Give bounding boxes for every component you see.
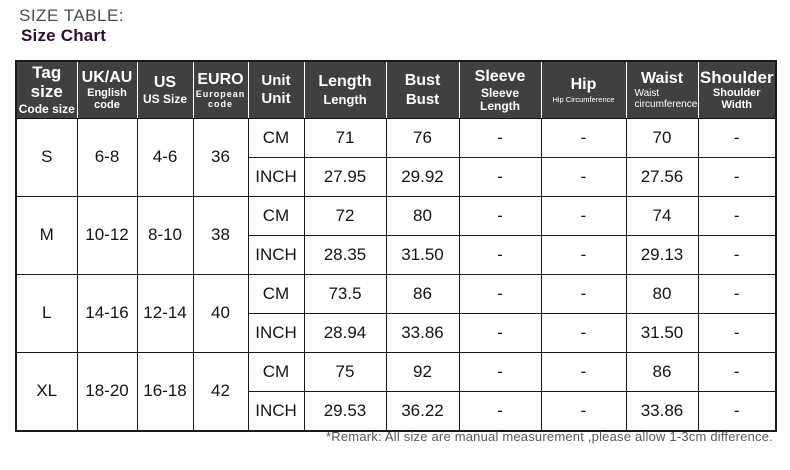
euro-code-cell: 40	[193, 274, 248, 352]
header-hip	[541, 61, 626, 118]
header-sub-label: Sleeve Length	[480, 86, 520, 113]
header-sub-label: Code size	[18, 102, 75, 117]
size-row-l-cm	[16, 274, 776, 313]
bust-value: 29.92	[386, 157, 459, 196]
measurement-remark: *Remark: All size are manual measurement ,please allow 1-3cm difference.	[326, 429, 773, 444]
unit-cell: CM	[248, 352, 304, 391]
size-row-m-cm	[16, 196, 776, 235]
euro-code-cell: 42	[193, 352, 248, 431]
length-value: 75	[304, 352, 386, 391]
unit-cell: INCH	[248, 157, 304, 196]
bust-value: 92	[386, 352, 459, 391]
length-value: 28.94	[304, 313, 386, 352]
waist-value: 74	[626, 196, 698, 235]
ukau-code-cell: 18-20	[77, 352, 137, 431]
shoulder-value: -	[698, 157, 776, 196]
ukau-code-cell: 10-12	[77, 196, 137, 274]
header-euro	[193, 61, 248, 118]
waist-value: 27.56	[626, 157, 698, 196]
header-unit	[248, 61, 304, 118]
length-value: 71	[304, 118, 386, 157]
size-row-s-cm	[16, 118, 776, 157]
header-main-label: Length	[318, 73, 372, 91]
shoulder-value: -	[698, 235, 776, 274]
bust-value: 76	[386, 118, 459, 157]
header-sub-label: Shoulder Width	[712, 87, 761, 111]
sleeve-value: -	[459, 235, 541, 274]
sleeve-value: -	[459, 313, 541, 352]
tag-size-cell: M	[16, 196, 77, 274]
hip-value: -	[541, 352, 626, 391]
header-sub-label: Unit	[261, 90, 291, 108]
page-title: SIZE TABLE:	[19, 6, 125, 25]
euro-code-cell: 38	[193, 196, 248, 274]
unit-cell: INCH	[248, 235, 304, 274]
sleeve-value: -	[459, 196, 541, 235]
header-sub-label: Waist circumference	[634, 88, 698, 110]
tag-size-cell: XL	[16, 352, 77, 431]
header-shoulder	[698, 61, 776, 118]
hip-value: -	[541, 274, 626, 313]
us-code-cell: 8-10	[137, 196, 193, 274]
us-code-cell: 12-14	[137, 274, 193, 352]
sleeve-value: -	[459, 352, 541, 391]
header-main-label: Shoulder	[699, 67, 774, 87]
header-sleeve	[459, 61, 541, 118]
sleeve-value: -	[459, 157, 541, 196]
header-sub-label: US Size	[142, 92, 187, 107]
bust-value: 36.22	[386, 391, 459, 431]
sleeve-value: -	[459, 118, 541, 157]
euro-code-cell: 36	[193, 118, 248, 196]
ukau-code-cell: 6-8	[77, 118, 137, 196]
hip-value: -	[541, 118, 626, 157]
shoulder-value: -	[698, 118, 776, 157]
header-main-label: EURO	[197, 70, 244, 88]
size-table	[15, 60, 777, 432]
us-code-cell: 16-18	[137, 352, 193, 431]
header-main-label: Waist	[640, 69, 684, 87]
unit-cell: CM	[248, 118, 304, 157]
length-value: 72	[304, 196, 386, 235]
ukau-code-cell: 14-16	[77, 274, 137, 352]
length-value: 27.95	[304, 157, 386, 196]
header-main-label: Hip	[570, 76, 597, 94]
size-chart-subtitle: Size Chart	[21, 26, 107, 45]
header-sub-label: Hip Circumference	[552, 94, 615, 104]
bust-value: 86	[386, 274, 459, 313]
header-main-label: Bust	[404, 72, 441, 90]
shoulder-value: -	[698, 274, 776, 313]
sleeve-value: -	[459, 391, 541, 431]
waist-value: 70	[626, 118, 698, 157]
size-table-container	[15, 60, 775, 432]
bust-value: 31.50	[386, 235, 459, 274]
header-tag-size	[16, 61, 77, 118]
unit-cell: INCH	[248, 313, 304, 352]
header-row	[16, 61, 776, 118]
header-main-label: Sleeve	[474, 67, 526, 85]
header-waist	[626, 61, 698, 118]
header-sub-label: Length	[323, 91, 367, 107]
unit-cell: INCH	[248, 391, 304, 431]
hip-value: -	[541, 391, 626, 431]
hip-value: -	[541, 157, 626, 196]
shoulder-value: -	[698, 196, 776, 235]
header-uk-au	[77, 61, 137, 118]
size-row-xl-cm	[16, 352, 776, 391]
shoulder-value: -	[698, 313, 776, 352]
header-sub-label: Bust	[405, 90, 440, 108]
us-code-cell: 4-6	[137, 118, 193, 196]
header-main-label: Unit	[261, 71, 291, 89]
length-value: 28.35	[304, 235, 386, 274]
header-sub-label: English code	[87, 87, 127, 111]
header-bust	[386, 61, 459, 118]
tag-size-cell: L	[16, 274, 77, 352]
shoulder-value: -	[698, 391, 776, 431]
waist-value: 31.50	[626, 313, 698, 352]
sleeve-value: -	[459, 274, 541, 313]
header-sub-label: European code	[195, 89, 246, 109]
header-length	[304, 61, 386, 118]
hip-value: -	[541, 235, 626, 274]
bust-value: 33.86	[386, 313, 459, 352]
header-main-label: US	[153, 73, 177, 91]
length-value: 73.5	[304, 274, 386, 313]
length-value: 29.53	[304, 391, 386, 431]
waist-value: 33.86	[626, 391, 698, 431]
unit-cell: CM	[248, 274, 304, 313]
header-main-label: UK/AU	[81, 68, 133, 86]
unit-cell: CM	[248, 196, 304, 235]
hip-value: -	[541, 313, 626, 352]
header-main-label: Tag size	[30, 63, 63, 101]
shoulder-value: -	[698, 352, 776, 391]
waist-value: 29.13	[626, 235, 698, 274]
hip-value: -	[541, 196, 626, 235]
waist-value: 80	[626, 274, 698, 313]
waist-value: 86	[626, 352, 698, 391]
header-us	[137, 61, 193, 118]
bust-value: 80	[386, 196, 459, 235]
tag-size-cell: S	[16, 118, 77, 196]
